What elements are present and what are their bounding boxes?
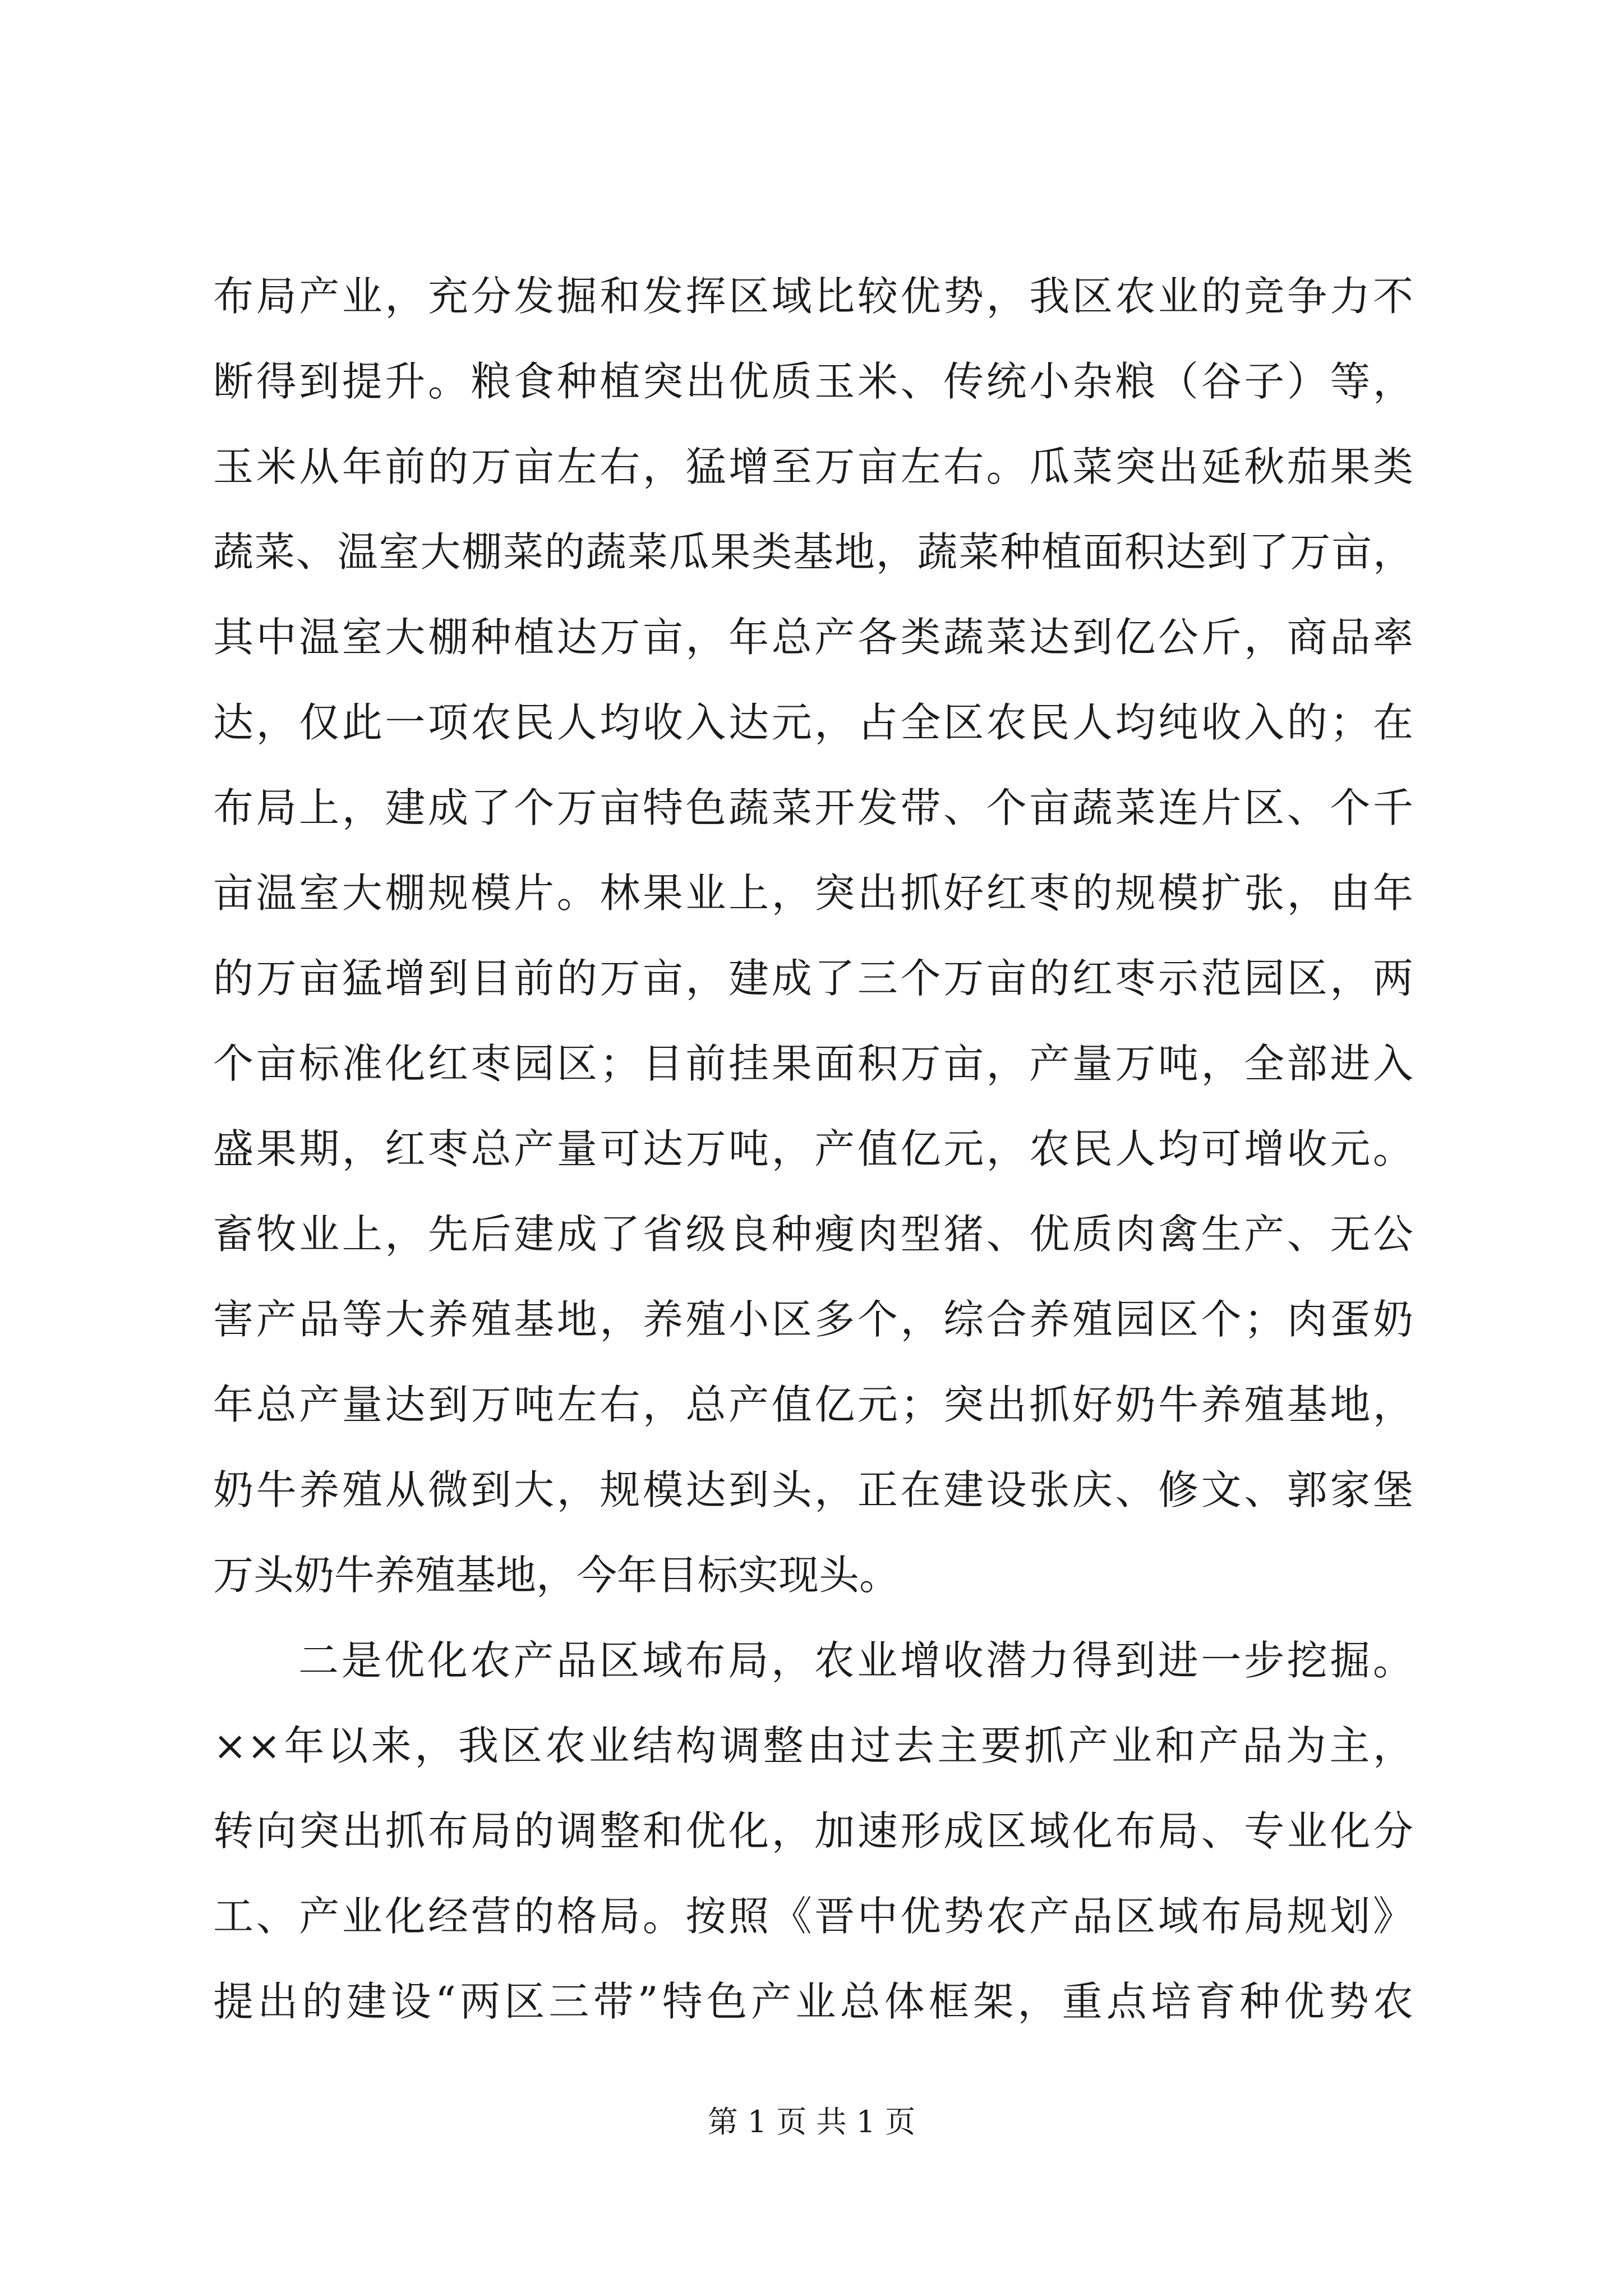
text-line: 个亩标准化红枣园区；目前挂果面积万亩，产量万吨，全部进入 <box>213 1040 1413 1087</box>
text-line: 布局产业，充分发掘和发挥区域比较优势，我区农业的竞争力不 <box>213 273 1413 320</box>
text-line: 提出的建设“两区三带”特色产业总体框架，重点培育种优势农 <box>213 1978 1413 2025</box>
text-line: 亩温室大棚规模片。林果业上，突出抓好红枣的规模扩张，由年 <box>213 869 1413 917</box>
page-number: 第 1 页 共 1 页 <box>707 2104 916 2139</box>
page-footer <box>0 2102 1623 2142</box>
text-line: 奶牛养殖从微到大，规模达到头，正在建设张庆、修文、郭家堡 <box>213 1466 1413 1513</box>
text-line: 年总产量达到万吨左右，总产值亿元；突出抓好奶牛养殖基地， <box>213 1381 1413 1428</box>
text-line: 断得到提升。粮食种植突出优质玉米、传统小杂粮（谷子）等， <box>213 358 1413 405</box>
text-line: ××年以来，我区农业结构调整由过去主要抓产业和产品为主， <box>213 1722 1413 1769</box>
text-line: 害产品等大养殖基地，养殖小区多个，综合养殖园区个；肉蛋奶 <box>213 1296 1413 1343</box>
text-line: 布局上，建成了个万亩特色蔬菜开发带、个亩蔬菜连片区、个千 <box>213 784 1413 831</box>
paragraph-2 <box>213 1618 1413 2044</box>
text-line: 二是优化农产品区域布局，农业增收潜力得到进一步挖掘。 <box>298 1637 1413 1684</box>
text-line: 达，仅此一项农民人均收入达元，占全区农民人均纯收入的；在 <box>213 699 1413 746</box>
text-line: 盛果期，红枣总产量可达万吨，产值亿元，农民人均可增收元。 <box>213 1125 1413 1172</box>
text-line: 畜牧业上，先后建成了省级良种瘦肉型猪、优质肉禽生产、无公 <box>213 1211 1413 1258</box>
text-line: 工、产业化经营的格局。按照《晋中优势农产品区域布局规划》 <box>213 1893 1413 1940</box>
text-line: 转向突出抓布局的调整和优化，加速形成区域化布局、专业化分 <box>213 1807 1413 1855</box>
text-line: 万头奶牛养殖基地，今年目标实现头。 <box>213 1552 900 1599</box>
document-body <box>213 254 1413 2044</box>
text-line: 的万亩猛增到目前的万亩，建成了三个万亩的红枣示范园区，两 <box>213 955 1413 1002</box>
text-line: 玉米从年前的万亩左右，猛增至万亩左右。瓜菜突出延秋茄果类 <box>213 443 1413 490</box>
paragraph-1 <box>213 254 1413 1618</box>
text-line: 其中温室大棚种植达万亩，年总产各类蔬菜达到亿公斤，商品率 <box>213 614 1413 661</box>
text-line: 蔬菜、温室大棚菜的蔬菜瓜果类基地，蔬菜种植面积达到了万亩， <box>213 528 1413 576</box>
